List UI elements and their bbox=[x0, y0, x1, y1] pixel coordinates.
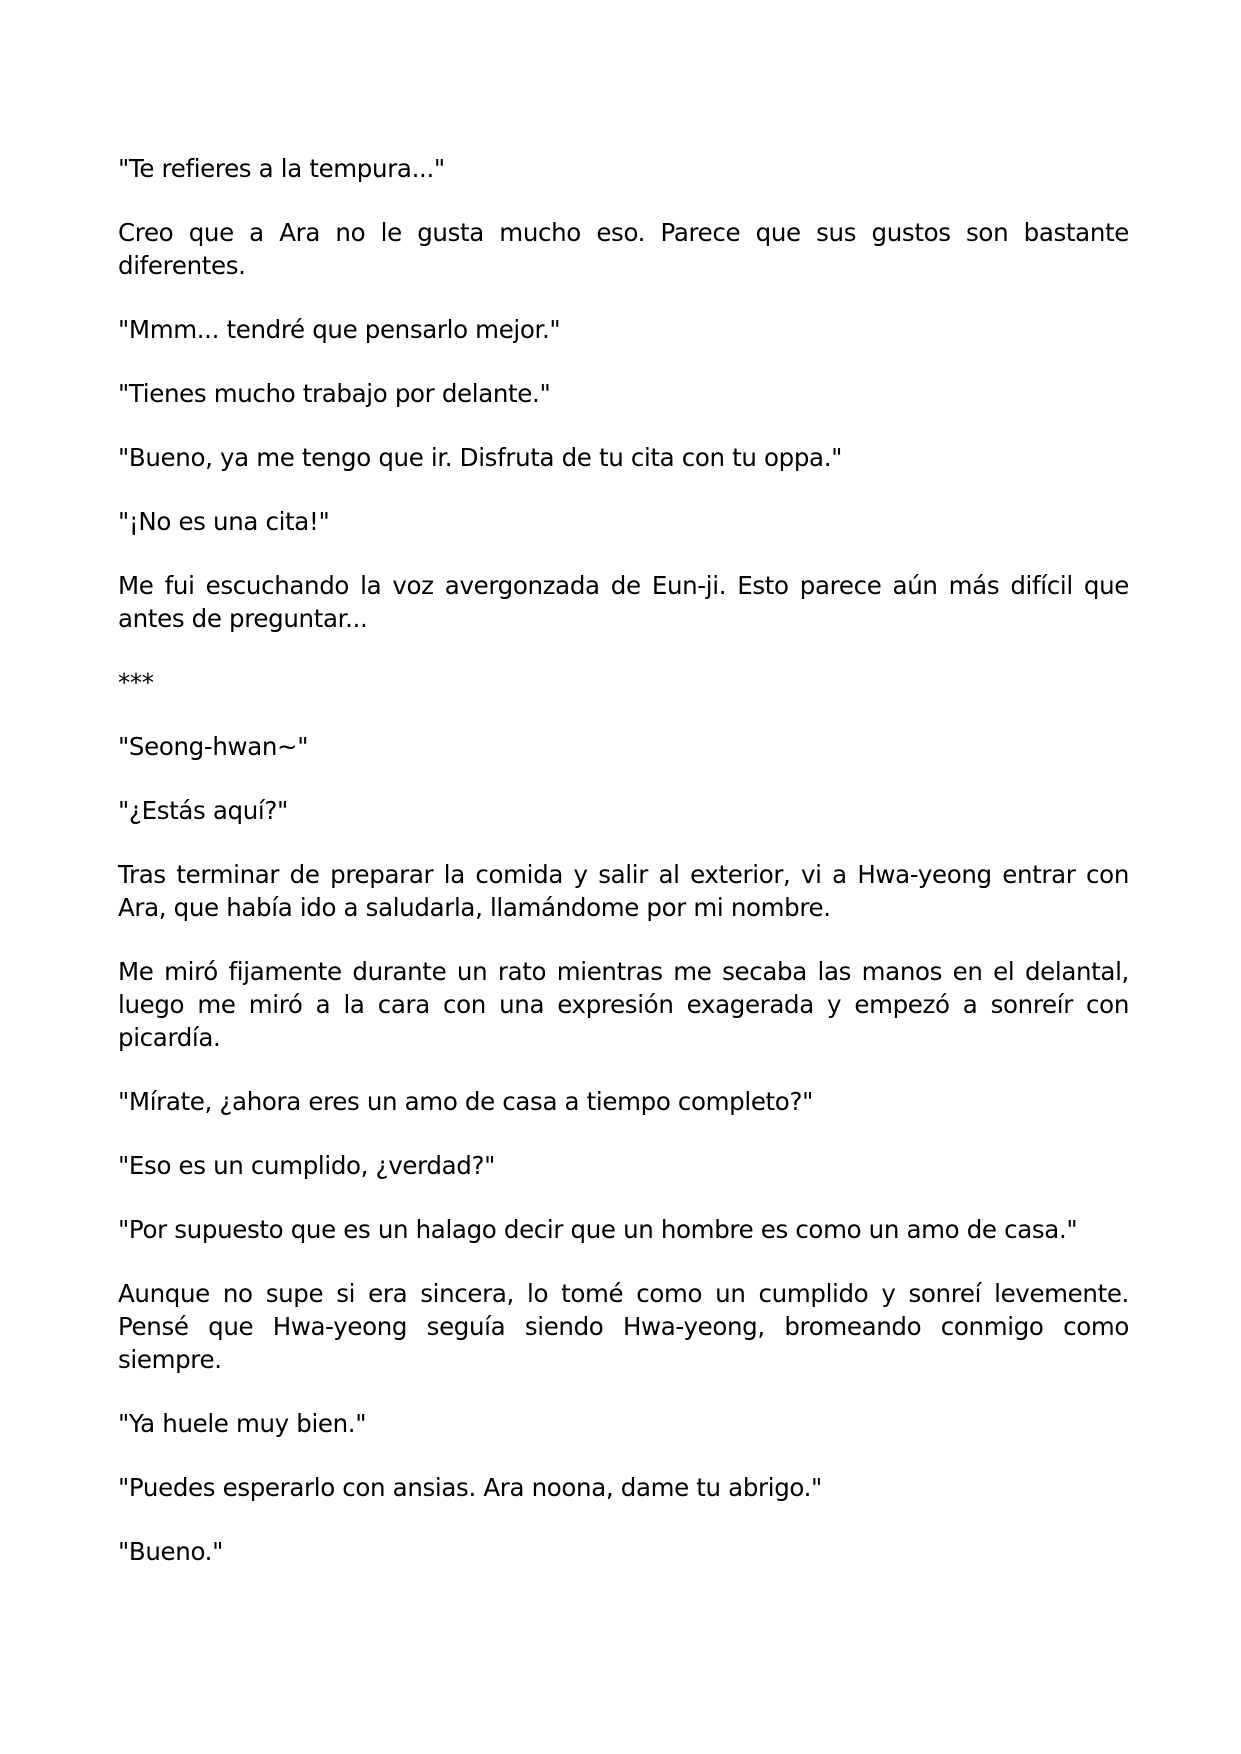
dialogue-line: "Por supuesto que es un halago decir que un hombre es como un amo de casa." bbox=[118, 1215, 1078, 1244]
dialogue-line: "Eso es un cumplido, ¿verdad?" bbox=[118, 1151, 496, 1180]
dialogue-line: "Te refieres a la tempura..." bbox=[118, 154, 445, 183]
narration-paragraph: Me fui escuchando la voz avergonzada de Eun-ji. Esto parece aún más difícil que antes de preguntar... bbox=[118, 571, 1129, 633]
dialogue-line: "Puedes esperarlo con ansias. Ara noona, dame tu abrigo." bbox=[118, 1473, 822, 1502]
dialogue-line: "Mmm... tendré que pensarlo mejor." bbox=[118, 315, 561, 344]
page-body bbox=[118, 152, 1129, 1599]
dialogue-line: "¿Estás aquí?" bbox=[118, 796, 288, 825]
dialogue-line: "Mírate, ¿ahora eres un amo de casa a tiempo completo?" bbox=[118, 1087, 814, 1116]
dialogue-line: "Bueno." bbox=[118, 1537, 224, 1566]
dialogue-line: "Tienes mucho trabajo por delante." bbox=[118, 379, 551, 408]
dialogue-line: "Bueno, ya me tengo que ir. Disfruta de tu cita con tu oppa." bbox=[118, 443, 843, 472]
dialogue-line: "Ya huele muy bien." bbox=[118, 1409, 367, 1438]
narration-paragraph: Me miró fijamente durante un rato mientras me secaba las manos en el delantal, luego me miró a la cara con una expresión exagerada y empezó a sonreír con picardía. bbox=[118, 957, 1129, 1052]
scene-break: *** bbox=[118, 668, 154, 697]
narration-paragraph: Aunque no supe si era sincera, lo tomé como un cumplido y sonreí levemente. Pensé que Hwa-yeong seguía siendo Hwa-yeong, bromeando conmigo como siempre. bbox=[118, 1279, 1129, 1374]
narration-paragraph: Creo que a Ara no le gusta mucho eso. Parece que sus gustos son bastante diferentes. bbox=[118, 218, 1129, 280]
dialogue-line: "¡No es una cita!" bbox=[118, 507, 330, 536]
narration-paragraph: Tras terminar de preparar la comida y salir al exterior, vi a Hwa-yeong entrar con Ara, que había ido a saludarla, llamándome por mi nombre. bbox=[118, 860, 1129, 922]
dialogue-line: "Seong-hwan~" bbox=[118, 732, 309, 761]
